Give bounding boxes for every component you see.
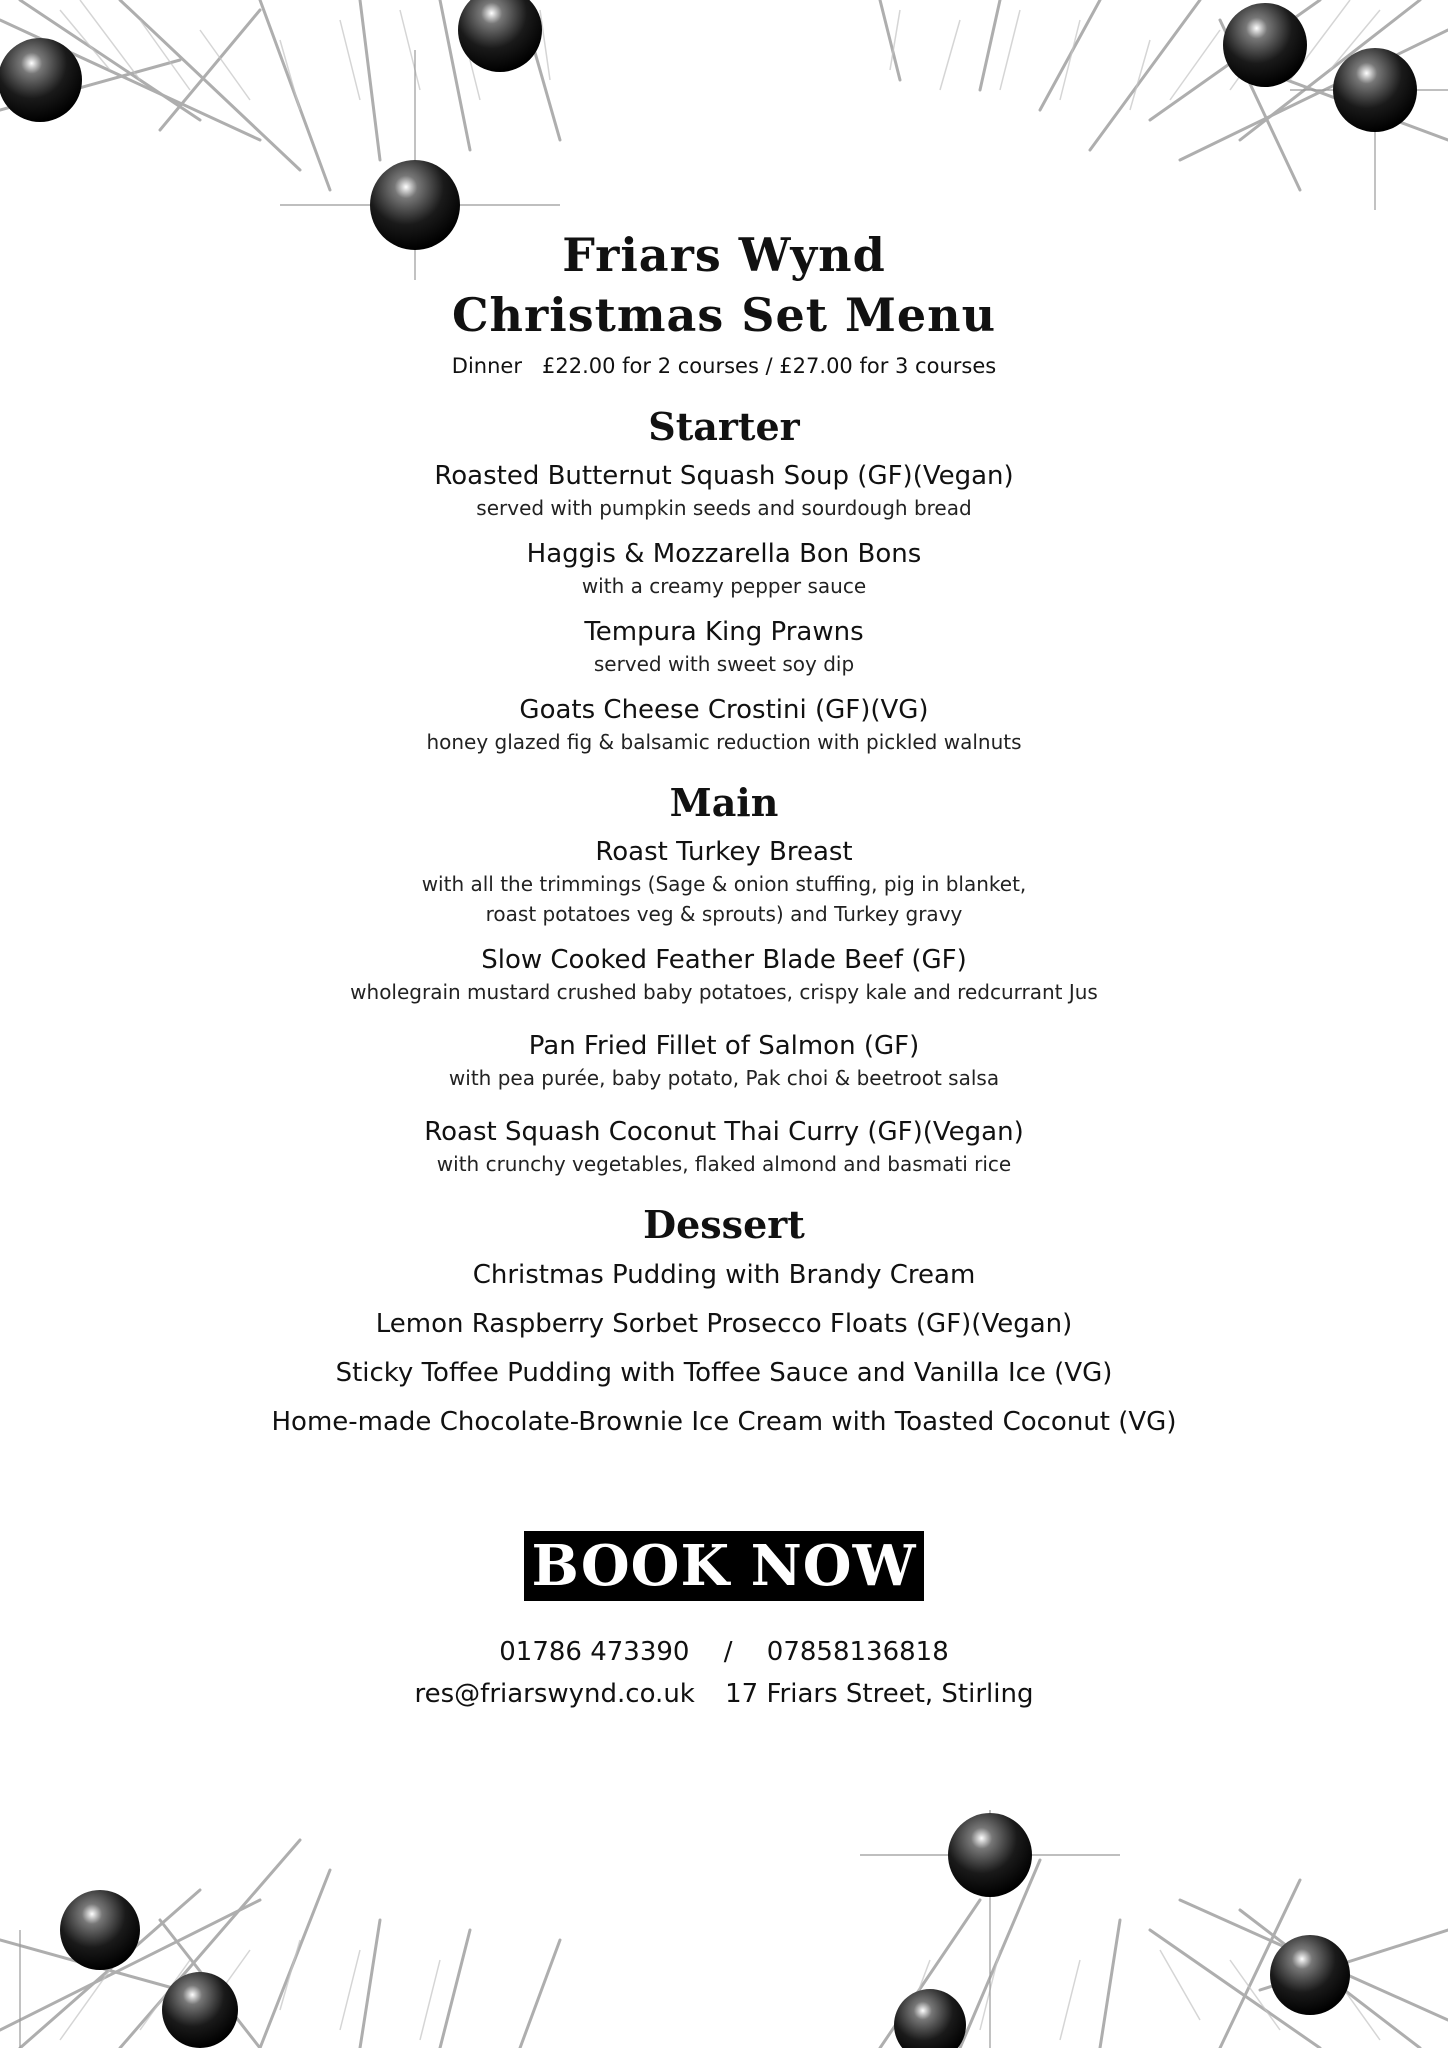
dish-name: Roast Squash Coconut Thai Curry (GF)(Vegan) <box>424 1117 1024 1147</box>
dish-description: served with sweet soy dip <box>593 652 855 676</box>
menu-item <box>0 459 1448 523</box>
dish-description: wholegrain mustard crushed baby potatoes, crispy kale and redcurrant Jus <box>350 980 1098 1004</box>
dish-description: served with pumpkin seeds and sourdough bread <box>476 496 972 520</box>
dish-description: with a creamy pepper sauce <box>581 574 867 598</box>
dish-description: with crunchy vegetables, flaked almond and basmati rice <box>436 1152 1012 1176</box>
menu-content <box>0 225 1448 1715</box>
phone-separator: / <box>723 1637 733 1667</box>
dish-name: Pan Fried Fillet of Salmon (GF) <box>528 1031 920 1061</box>
book-now-button[interactable]: BOOK NOW <box>524 1531 925 1601</box>
menu-title <box>0 225 1448 345</box>
contact-address-line <box>0 1673 1448 1715</box>
dish-name: Slow Cooked Feather Blade Beef (GF) <box>481 945 967 975</box>
title-restaurant-name: Friars Wynd <box>562 228 886 282</box>
menu-item <box>0 1029 1448 1093</box>
dessert-item: Sticky Toffee Pudding with Toffee Sauce and Vanilla Ice (VG) <box>335 1358 1113 1388</box>
dessert-heading: Dessert <box>643 1202 805 1247</box>
email-link[interactable]: res@friarswynd.co.uk <box>414 1679 695 1709</box>
starter-heading: Starter <box>648 404 800 449</box>
dessert-item: Christmas Pudding with Brandy Cream <box>472 1260 976 1290</box>
menu-item <box>0 693 1448 757</box>
contact-phones <box>0 1631 1448 1673</box>
dish-name: Roast Turkey Breast <box>595 837 853 867</box>
dish-description: roast potatoes veg & sprouts) and Turkey gravy <box>485 902 963 926</box>
menu-item <box>0 615 1448 679</box>
dish-name: Haggis & Mozzarella Bon Bons <box>526 539 922 569</box>
price-line: Dinner £22.00 for 2 courses / £27.00 for 3 courses <box>451 354 997 378</box>
address: 17 Friars Street, Stirling <box>725 1679 1034 1709</box>
phone-number[interactable]: 01786 473390 <box>499 1637 690 1667</box>
dessert-item: Home-made Chocolate-Brownie Ice Cream with Toasted Coconut (VG) <box>271 1407 1177 1437</box>
dish-description: honey glazed fig & balsamic reduction with pickled walnuts <box>426 730 1022 754</box>
menu-item <box>0 1115 1448 1179</box>
main-heading: Main <box>669 780 779 825</box>
dish-description: with pea purée, baby potato, Pak choi & beetroot salsa <box>448 1066 1000 1090</box>
dish-name: Roasted Butternut Squash Soup (GF)(Vegan) <box>434 461 1014 491</box>
menu-item <box>0 943 1448 1007</box>
dish-name: Tempura King Prawns <box>584 617 864 647</box>
menu-item <box>0 537 1448 601</box>
menu-item <box>0 835 1448 929</box>
dish-name: Goats Cheese Crostini (GF)(VG) <box>519 695 929 725</box>
dessert-item: Lemon Raspberry Sorbet Prosecco Floats (GF)(Vegan) <box>375 1309 1073 1339</box>
phone-number[interactable]: 07858136818 <box>766 1637 949 1667</box>
pine-branches-bottom-icon <box>0 1780 1448 2048</box>
dish-description: with all the trimmings (Sage & onion stuffing, pig in blanket, <box>421 872 1027 896</box>
title-menu-name: Christmas Set Menu <box>451 288 997 342</box>
